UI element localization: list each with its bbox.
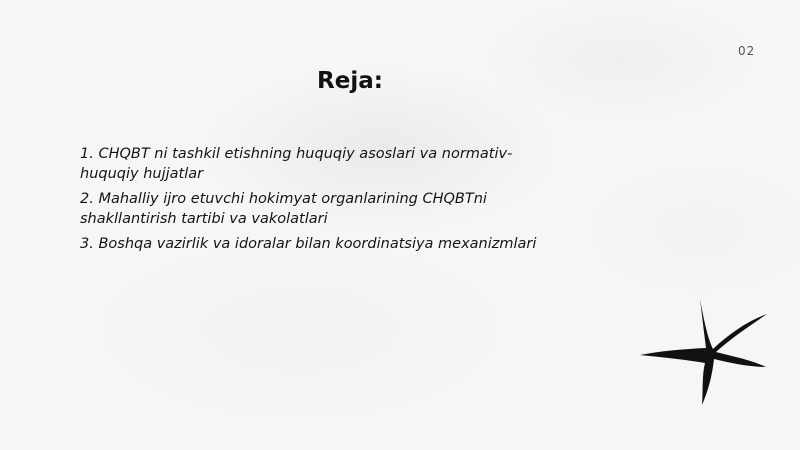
four-point-star-icon xyxy=(636,293,771,408)
agenda-item: 1. CHQBT ni tashkil etishning huquqiy asoslari va normativ-huquqiy hujjatlar xyxy=(80,146,513,182)
slide-title: Reja: xyxy=(317,68,383,94)
page-number: 02 xyxy=(738,44,756,58)
agenda-item: 3. Boshqa vazirlik va idoralar bilan koordinatsiya mexanizmlari xyxy=(80,236,537,252)
agenda-item: 2. Mahalliy ijro etuvchi hokimyat organlarining CHQBTni shakllantirish tartibi va vakolatlari xyxy=(80,191,487,227)
agenda-list xyxy=(80,144,550,259)
